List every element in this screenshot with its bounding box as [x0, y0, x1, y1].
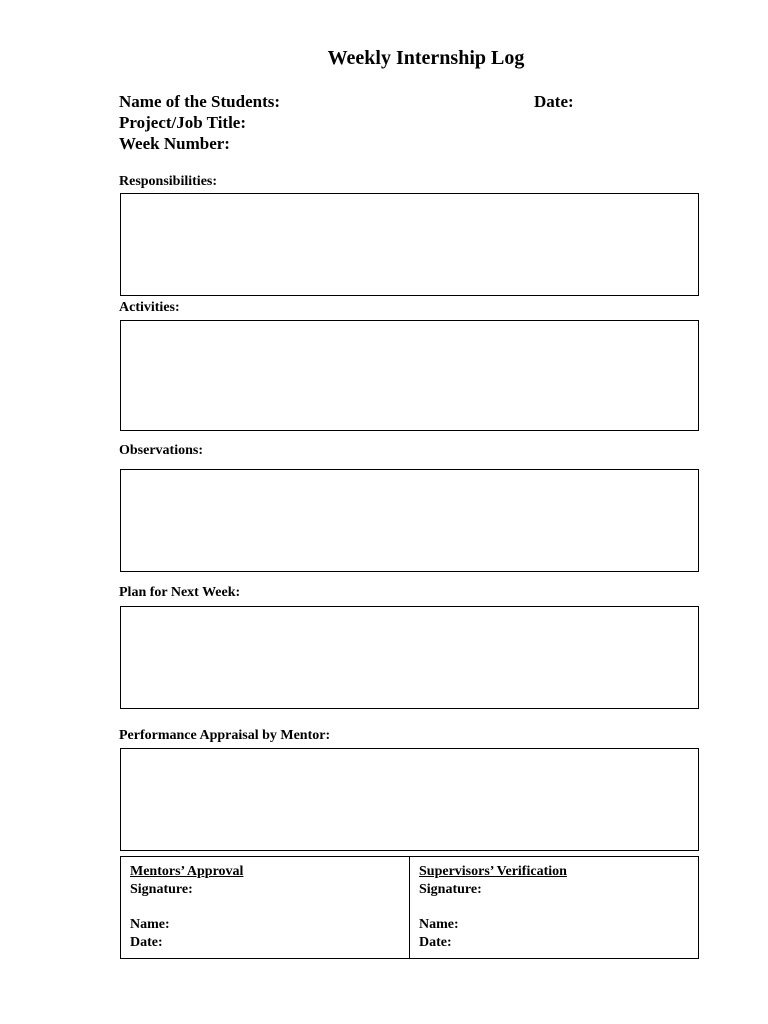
activities-label: Activities: — [119, 300, 180, 315]
mentor-date-label: Date: — [130, 935, 163, 950]
mentor-name-label: Name: — [130, 917, 170, 932]
supervisor-signature-label: Signature: — [419, 882, 482, 897]
activities-box[interactable] — [120, 320, 699, 431]
project-title-label: Project/Job Title: — [119, 113, 247, 132]
mentor-signature-label: Signature: — [130, 882, 193, 897]
supervisor-name-label: Name: — [419, 917, 459, 932]
supervisor-verification-heading: Supervisors’ Verification — [419, 864, 567, 879]
responsibilities-label: Responsibilities: — [119, 174, 218, 189]
signoff-table — [120, 856, 699, 959]
observations-label: Observations: — [119, 443, 203, 458]
mentor-approval-heading: Mentors’ Approval — [130, 864, 244, 879]
appraisal-box[interactable] — [120, 748, 699, 851]
week-number-label: Week Number: — [119, 134, 230, 153]
mentor-approval-cell[interactable] — [121, 857, 409, 958]
supervisor-date-label: Date: — [419, 935, 452, 950]
page-title: Weekly Internship Log — [327, 47, 525, 69]
supervisor-verification-cell[interactable] — [409, 857, 698, 958]
students-name-label: Name of the Students: — [119, 92, 281, 111]
plan-next-week-box[interactable] — [120, 606, 699, 709]
appraisal-label: Performance Appraisal by Mentor: — [119, 728, 331, 743]
observations-box[interactable] — [120, 469, 699, 572]
responsibilities-box[interactable] — [120, 193, 699, 296]
date-label: Date: — [534, 92, 574, 111]
plan-next-week-label: Plan for Next Week: — [119, 585, 241, 600]
